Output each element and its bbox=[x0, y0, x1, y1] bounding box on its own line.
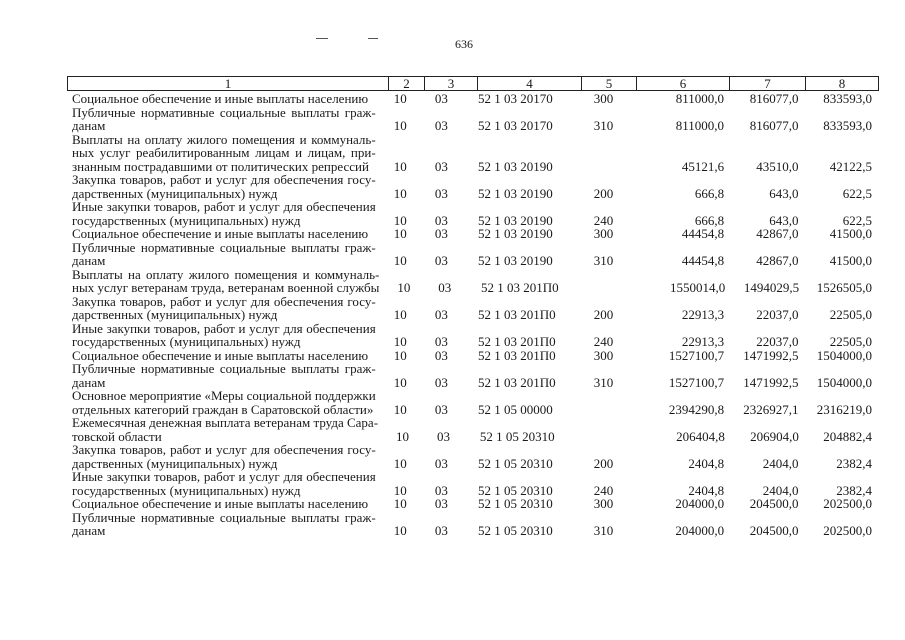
description-line: дарственных (муниципальных) нужд bbox=[72, 185, 278, 201]
cell-c7: 2326927,1 bbox=[743, 401, 799, 417]
row-description bbox=[72, 268, 379, 295]
cell-c8: 622,5 bbox=[842, 185, 872, 201]
description-line: Основное мероприятие «Меры социальной поддержки bbox=[72, 388, 376, 403]
table-row bbox=[72, 295, 872, 322]
description-line: Публичные нормативные социальные выплаты граж- bbox=[72, 104, 376, 120]
cell-c3: 03 bbox=[434, 482, 448, 498]
cell-c3: 03 bbox=[434, 523, 448, 538]
cell-c4: 52 1 03 201П0 bbox=[480, 280, 559, 295]
description-line: данам bbox=[72, 374, 106, 390]
cell-c8: 41500,0 bbox=[829, 226, 872, 241]
description-line: отдельных категорий граждан в Саратовской области» bbox=[72, 401, 374, 417]
table-row bbox=[72, 106, 872, 133]
description-line: Социальное обеспечение и иные выплаты населению bbox=[72, 347, 369, 363]
cell-c2: 10 bbox=[393, 374, 407, 390]
row-description bbox=[72, 511, 376, 538]
row-description bbox=[72, 133, 376, 174]
description-line: данам bbox=[72, 253, 106, 268]
description-line: Выплаты на оплату жилого помещения и коммуналь- bbox=[72, 266, 380, 282]
cell-c8: 22505,0 bbox=[829, 307, 872, 322]
cell-c5: 200 bbox=[593, 455, 614, 471]
cell-c8: 833593,0 bbox=[823, 91, 872, 106]
row-description bbox=[72, 416, 378, 443]
description-line: данам bbox=[72, 523, 106, 538]
cell-c8: 41500,0 bbox=[829, 253, 872, 268]
cell-c4: 52 1 03 20190 bbox=[477, 212, 553, 228]
cell-c6: 204000,0 bbox=[675, 496, 725, 511]
description-line: дарственных (муниципальных) нужд bbox=[72, 307, 278, 322]
cell-c4: 52 1 03 201П0 bbox=[477, 307, 556, 322]
description-line: Ежемесячная денежная выплата ветеранам труда Сара- bbox=[72, 415, 379, 430]
cell-c4: 52 1 05 20310 bbox=[477, 482, 553, 498]
cell-c2: 10 bbox=[393, 523, 407, 538]
cell-c2: 10 bbox=[393, 91, 407, 106]
cell-c6: 2404,8 bbox=[688, 482, 725, 498]
cell-c6: 45121,6 bbox=[681, 158, 725, 174]
cell-c8: 42122,5 bbox=[829, 158, 872, 174]
row-description bbox=[72, 92, 376, 106]
cell-c6: 44454,8 bbox=[681, 253, 725, 268]
table-row bbox=[72, 511, 872, 538]
cell-c5 bbox=[584, 281, 633, 295]
cell-c3: 03 bbox=[434, 334, 448, 349]
description-line: Социальное обеспечение и иные выплаты населению bbox=[72, 91, 369, 106]
cell-c7: 816077,0 bbox=[749, 118, 799, 133]
row-description bbox=[72, 106, 376, 133]
cell-c2: 10 bbox=[396, 428, 410, 444]
cell-c7: 1471992,5 bbox=[743, 347, 799, 363]
description-line: товской области bbox=[72, 428, 162, 444]
cell-c5: 300 bbox=[593, 347, 614, 363]
cell-c3: 03 bbox=[438, 280, 452, 295]
description-line: Иные закупки товаров, работ и услуг для обеспечения bbox=[72, 469, 376, 484]
cell-c3: 03 bbox=[434, 401, 448, 417]
header-col-7: 7 bbox=[730, 77, 806, 90]
cell-c6: 811000,0 bbox=[675, 91, 725, 106]
cell-c3: 03 bbox=[434, 374, 448, 390]
cell-c2: 10 bbox=[393, 226, 407, 241]
table-row bbox=[72, 200, 872, 227]
row-description bbox=[72, 443, 376, 470]
cell-c5: 200 bbox=[593, 185, 614, 201]
cell-c6: 666,8 bbox=[694, 212, 725, 228]
cell-c6: 44454,8 bbox=[681, 226, 725, 241]
table-row bbox=[72, 470, 872, 497]
cell-c2: 10 bbox=[393, 118, 407, 133]
table-row bbox=[72, 443, 872, 470]
cell-c7: 206904,0 bbox=[750, 428, 799, 444]
cell-c7: 1494029,5 bbox=[743, 280, 800, 295]
cell-c3: 03 bbox=[436, 428, 450, 444]
cell-c2: 10 bbox=[393, 212, 407, 228]
table-row bbox=[72, 349, 872, 363]
cell-c8: 833593,0 bbox=[823, 118, 872, 133]
table-row bbox=[72, 133, 872, 174]
cell-c8: 622,5 bbox=[842, 212, 872, 228]
row-description bbox=[72, 295, 376, 322]
cell-c4: 52 1 05 20310 bbox=[477, 496, 553, 511]
cell-c2: 10 bbox=[393, 253, 407, 268]
cell-c6: 666,8 bbox=[694, 185, 725, 201]
cell-c3: 03 bbox=[434, 226, 448, 241]
cell-c8: 2382,4 bbox=[836, 455, 872, 471]
description-line: ных услуг реабилитированным лицам и лицам, при- bbox=[72, 145, 376, 160]
cell-c6: 811000,0 bbox=[675, 118, 725, 133]
cell-c3: 03 bbox=[434, 496, 448, 511]
cell-c6: 2404,8 bbox=[688, 455, 725, 471]
description-line: Выплаты на оплату жилого помещения и коммуналь- bbox=[72, 131, 376, 147]
cell-c5 bbox=[582, 160, 631, 174]
cell-c7: 22037,0 bbox=[756, 334, 799, 349]
cell-c6: 206404,8 bbox=[676, 428, 725, 444]
cell-c3: 03 bbox=[434, 185, 448, 201]
cell-c3: 03 bbox=[434, 253, 448, 268]
cell-c4: 52 1 03 201П0 bbox=[477, 374, 556, 390]
cell-c2: 10 bbox=[393, 334, 407, 349]
cell-c5 bbox=[583, 430, 632, 444]
table-row bbox=[72, 322, 872, 349]
header-col-2: 2 bbox=[389, 77, 425, 90]
cell-c8: 204882,4 bbox=[823, 428, 873, 444]
cell-c3: 03 bbox=[434, 347, 448, 363]
cell-c5: 240 bbox=[593, 212, 614, 228]
cell-c4: 52 1 05 20310 bbox=[477, 455, 553, 471]
header-col-5: 5 bbox=[582, 77, 637, 90]
cell-c2: 10 bbox=[393, 482, 407, 498]
table-row bbox=[72, 173, 872, 200]
header-col-3: 3 bbox=[425, 77, 478, 90]
cell-c8: 22505,0 bbox=[829, 334, 872, 349]
cell-c7: 204500,0 bbox=[749, 496, 799, 511]
cell-c7: 42867,0 bbox=[756, 253, 799, 268]
row-description bbox=[72, 322, 376, 349]
cell-c7: 643,0 bbox=[769, 212, 799, 228]
cell-c6: 1527100,7 bbox=[668, 374, 725, 390]
cell-c8: 2382,4 bbox=[836, 482, 872, 498]
cell-c5: 300 bbox=[593, 91, 614, 106]
cell-c4: 52 1 03 20190 bbox=[477, 253, 553, 268]
cell-c2: 10 bbox=[397, 280, 411, 295]
description-line: Публичные нормативные социальные выплаты граж- bbox=[72, 509, 376, 525]
cell-c4: 52 1 03 20170 bbox=[477, 118, 553, 133]
cell-c4: 52 1 03 20170 bbox=[477, 91, 553, 106]
cell-c6: 22913,3 bbox=[681, 334, 725, 349]
cell-c4: 52 1 03 201П0 bbox=[477, 347, 556, 363]
row-description bbox=[72, 497, 376, 511]
cell-c5 bbox=[582, 403, 631, 417]
cell-c6: 22913,3 bbox=[681, 307, 725, 322]
cell-c2: 10 bbox=[393, 185, 407, 201]
cell-c2: 10 bbox=[393, 307, 407, 322]
cell-c5: 240 bbox=[593, 482, 614, 498]
header-col-1: 1 bbox=[68, 77, 389, 90]
cell-c5: 300 bbox=[593, 496, 614, 511]
page-number: 636 bbox=[455, 37, 473, 51]
row-description bbox=[72, 389, 376, 416]
description-line: государственных (муниципальных) нужд bbox=[72, 482, 301, 498]
cell-c6: 204000,0 bbox=[675, 523, 725, 538]
scan-mark bbox=[316, 38, 328, 39]
table-row bbox=[72, 92, 872, 106]
description-line: государственных (муниципальных) нужд bbox=[72, 334, 301, 349]
table-row bbox=[72, 268, 872, 295]
cell-c8: 1526505,0 bbox=[816, 280, 872, 295]
cell-c5: 240 bbox=[593, 334, 614, 349]
cell-c7: 2404,0 bbox=[762, 482, 799, 498]
table-header bbox=[67, 76, 879, 91]
description-line: дарственных (муниципальных) нужд bbox=[72, 455, 278, 471]
cell-c7: 42867,0 bbox=[756, 226, 799, 241]
cell-c4: 52 1 03 20190 bbox=[477, 158, 553, 174]
row-description bbox=[72, 173, 376, 200]
description-line: Закупка товаров, работ и услуг для обеспечения госу- bbox=[72, 442, 376, 457]
description-line: государственных (муниципальных) нужд bbox=[72, 212, 301, 228]
cell-c3: 03 bbox=[434, 212, 448, 228]
cell-c3: 03 bbox=[434, 91, 448, 106]
header-col-4: 4 bbox=[478, 77, 582, 90]
cell-c2: 10 bbox=[393, 455, 407, 471]
cell-c7: 643,0 bbox=[769, 185, 799, 201]
cell-c4: 52 1 03 20190 bbox=[477, 226, 553, 241]
row-description bbox=[72, 200, 376, 227]
cell-c8: 1504000,0 bbox=[816, 374, 872, 390]
cell-c3: 03 bbox=[434, 118, 448, 133]
cell-c5: 310 bbox=[593, 523, 614, 538]
cell-c5: 300 bbox=[593, 226, 614, 241]
cell-c5: 310 bbox=[593, 253, 614, 268]
cell-c2: 10 bbox=[393, 496, 407, 511]
description-line: Социальное обеспечение и иные выплаты населению bbox=[72, 226, 369, 241]
header-col-8: 8 bbox=[838, 76, 846, 91]
cell-c7: 2404,0 bbox=[762, 455, 799, 471]
cell-c7: 816077,0 bbox=[749, 91, 799, 106]
table-row bbox=[72, 416, 872, 443]
cell-c4: 52 1 05 20310 bbox=[479, 428, 555, 444]
cell-c7: 204500,0 bbox=[749, 523, 799, 538]
row-description bbox=[72, 241, 376, 268]
cell-c6: 2394290,8 bbox=[668, 401, 725, 417]
cell-c4: 52 1 05 00000 bbox=[477, 401, 553, 417]
row-description bbox=[72, 227, 376, 241]
cell-c6: 1550014,0 bbox=[669, 280, 726, 295]
description-line: ных услуг ветеранам труда, ветеранам военной службы bbox=[72, 280, 380, 295]
cell-c8: 2316219,0 bbox=[816, 401, 872, 417]
cell-c8: 1504000,0 bbox=[816, 347, 872, 363]
header-col-6: 6 bbox=[637, 77, 730, 90]
cell-c2: 10 bbox=[393, 158, 407, 174]
description-line: Закупка товаров, работ и услуг для обеспечения госу- bbox=[72, 172, 376, 187]
description-line: Иные закупки товаров, работ и услуг для обеспечения bbox=[72, 199, 376, 214]
cell-c2: 10 bbox=[393, 347, 407, 363]
table-row bbox=[72, 362, 872, 389]
table-body bbox=[72, 92, 872, 538]
cell-c4: 52 1 05 20310 bbox=[477, 523, 553, 538]
cell-c3: 03 bbox=[434, 307, 448, 322]
description-line: знанным пострадавшими от политических репрессий bbox=[72, 158, 369, 174]
table-row bbox=[72, 389, 872, 416]
description-line: Иные закупки товаров, работ и услуг для обеспечения bbox=[72, 320, 376, 336]
cell-c7: 1471992,5 bbox=[743, 374, 799, 390]
cell-c5: 310 bbox=[593, 374, 614, 390]
row-description bbox=[72, 362, 376, 389]
cell-c5: 310 bbox=[593, 118, 614, 133]
cell-c4: 52 1 03 201П0 bbox=[477, 334, 556, 349]
cell-c3: 03 bbox=[434, 158, 448, 174]
row-description bbox=[72, 470, 376, 497]
description-line: данам bbox=[72, 118, 106, 133]
cell-c7: 22037,0 bbox=[756, 307, 799, 322]
cell-c5: 200 bbox=[593, 307, 614, 322]
row-description bbox=[72, 349, 376, 363]
cell-c3: 03 bbox=[434, 455, 448, 471]
table-row bbox=[72, 241, 872, 268]
description-line: Социальное обеспечение и иные выплаты населению bbox=[72, 496, 369, 511]
description-line: Публичные нормативные социальные выплаты граж- bbox=[72, 239, 376, 255]
cell-c4: 52 1 03 20190 bbox=[477, 185, 553, 201]
cell-c2: 10 bbox=[393, 401, 407, 417]
table-row bbox=[72, 497, 872, 511]
description-line: Закупка товаров, работ и услуг для обеспечения госу- bbox=[72, 293, 376, 309]
description-line: Публичные нормативные социальные выплаты граж- bbox=[72, 361, 376, 376]
cell-c6: 1527100,7 bbox=[668, 347, 725, 363]
cell-c8: 202500,0 bbox=[823, 523, 872, 538]
cell-c8: 202500,0 bbox=[823, 496, 872, 511]
cell-c7: 43510,0 bbox=[756, 158, 799, 174]
table-row bbox=[72, 227, 872, 241]
scan-mark bbox=[368, 38, 378, 39]
